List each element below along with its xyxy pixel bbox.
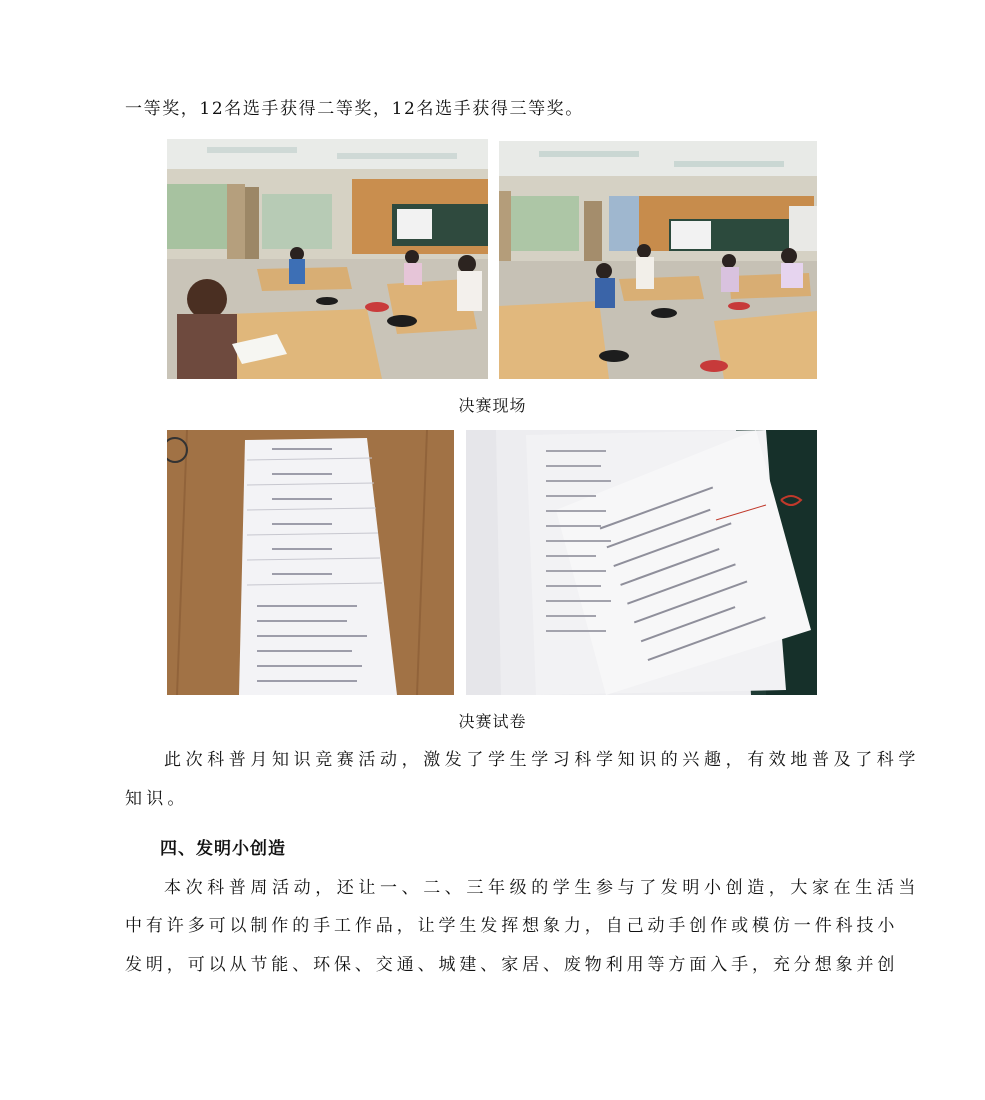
figure1-caption: 决赛现场 xyxy=(458,396,527,415)
classroom-photo-2 xyxy=(499,141,817,379)
section4-line1: 本次科普周活动，还让一、二、三年级的学生参与了发明小创造，大家在生活当 xyxy=(164,878,920,898)
classroom-photo-1 xyxy=(167,139,488,379)
figure2-caption: 决赛试卷 xyxy=(458,712,527,731)
intro-line: 一等奖，12名选手获得二等奖，12名选手获得三等奖。 xyxy=(125,99,584,119)
section4-line3: 发明，可以从节能、环保、交通、城建、家居、废物利用等方面入手，充分想象并创 xyxy=(125,955,899,975)
paragraph1-line1: 此次科普月知识竞赛活动，激发了学生学习科学知识的兴趣，有效地普及了科学 xyxy=(164,750,920,770)
test-paper-photo-1 xyxy=(167,430,454,695)
test-paper-photo-2 xyxy=(466,430,817,695)
section4-line2: 中有许多可以制作的手工作品，让学生发挥想象力，自己动手创作或模仿一件科技小 xyxy=(125,916,899,936)
paragraph1-line2: 知识。 xyxy=(125,789,189,809)
section4-heading: 四、发明小创造 xyxy=(160,839,286,859)
